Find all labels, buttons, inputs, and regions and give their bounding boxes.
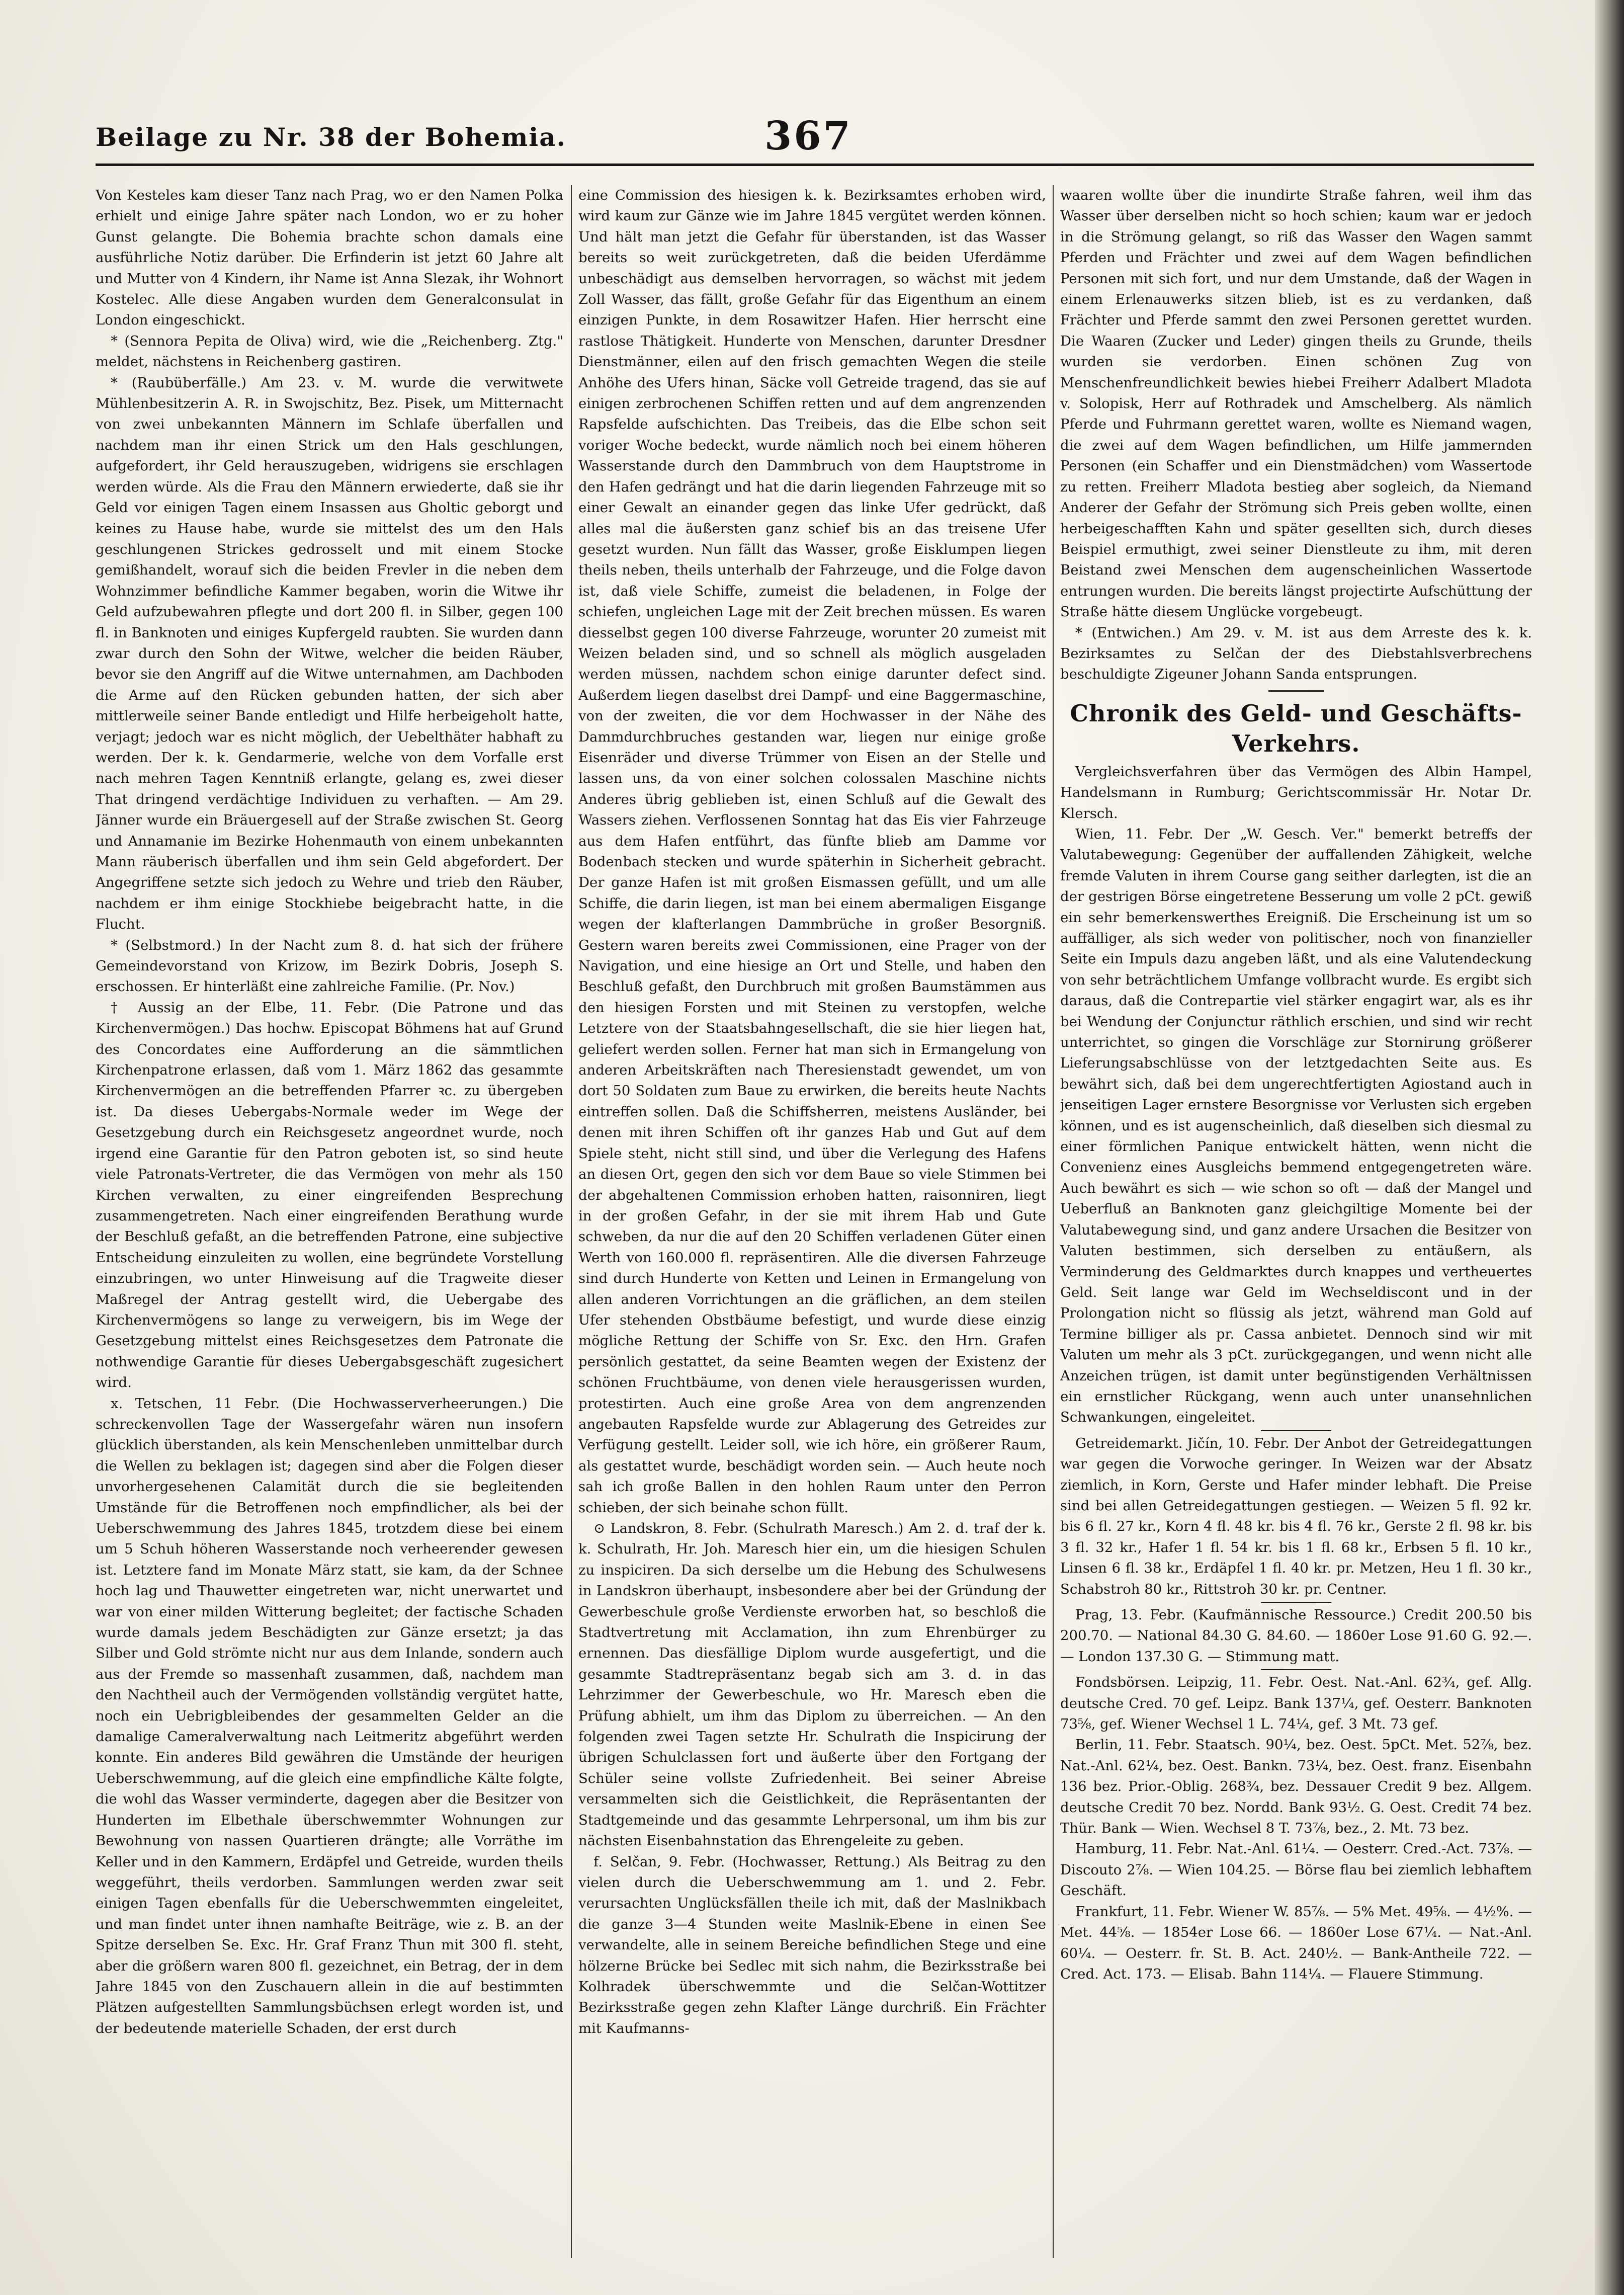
article-paragraph: eine Commission des hiesigen k. k. Bezirksamtes erhoben wird, wird kaum zur Gänze wie im Jahre 1845 vergütet werden können. Und hält man jetzt die Gefahr für überstanden, ist das Wasser bereits so weit zurückgetreten, daß die beiden Uferdämme unbeschädigt aus demselben hervorragen, so wächst mit jedem Zoll Wasser, das fällt, große Gefahr für das Eigenthum an einem einzigen Punkte, in dem Rosawitzer Hafen. Hier herrscht eine rastlose Thätigkeit. Hunderte von Menschen, darunter Dresdner Dienstmänner, eilen auf den frisch gemachten Wegen die steile Anhöhe des Ufers hinan, Säcke voll Getreide tragend, das sie auf einigen zerbrochenen Schiffen retten und auf dem angrenzenden Rapsfelde aufschichten. Das Treibeis, das die Elbe schon seit voriger Woche bedeckt, wurde nämlich noch bei einem höheren Wasserstande durch den Dammbruch von dem Hauptstrome in den Hafen gedrängt und hat die darin liegenden Fahrzeuge mit so einer Gewalt an einander gegen das linke Ufer gedrückt, daß alles mal die äußersten ganz schief bis an das treisene Ufer gesetzt wurden. Nun fällt das Wasser, große Eisklumpen liegen theils neben, theils unterhalb der Fahrzeuge, und die Folge davon ist, daß viele Schiffe, zumeist die beladenen, in Folge der schiefen, ungleichen Lage mit der Zeit brechen müssen. Es waren diesselbst gegen 100 diverse Fahrzeuge, worunter 20 zumeist mit Weizen beladen sind, und so schnell als möglich ausgeladen werden müssen, nachdem schon einige darunter defect sind. Außerdem liegen daselbst drei Dampf- und eine Baggermaschine, von der zweiten, die vor dem Hochwasser in der Nähe des Dammdurchbruches gestanden war, liegen nur einige große Eisenräder und diverse Trümmer von Eisen an der Stelle und lassen uns, da von einer solchen colossalen Maschine nichts Anderes übrig geblieben ist, einen Schluß auf die Gewalt des Wassers ziehen. Verflossenen Sonntag hat das Eis vier Fahrzeuge aus dem Hafen entführt, das fünfte blieb am Damme vor Bodenbach stecken und wurde späterhin in Sicherheit gebracht. Der ganze Hafen ist mit großen Eismassen gefüllt, und um alle Schiffe, die darin liegen, ist man bei einem abermaligen Eisgange wegen der klafterlangen Dammbrüche in großer Besorgniß. Gestern waren bereits zwei Commissionen, eine Prager von der Navigation, und eine hiesige an Ort und Stelle, und haben den Beschluß gefaßt, den Durchbruch mit großen Baumstämmen aus den hiesigen Forsten und mit Steinen zu verstopfen, welche Letztere von der Staatsbahngesellschaft, die sie hier liegen hat, geliefert werden sollen. Ferner hat man sich in Ermangelung von anderen Arbeitskräften nach Theresienstadt gewendet, um von dort 50 Soldaten zum Baue zu erwirken, die bereits heute Nachts eintreffen sollen. Daß die Schiffsherren, meistens Ausländer, bei denen mit ihren Schiffen oft ihr ganzes Hab und Gut auf dem Spiele steht, nicht still sind, und über die Verlegung des Hafens an diesen Ort, gegen den sich vor dem Baue so viele Stimmen bei der abgehaltenen Commission erhoben hatten, raisonniren, liegt in der großen Gefahr, in der sie mit ihrem Hab und Gute schweben, da nur die auf den 20 Schiffen verladenen Güter einen Werth von 160.000 fl. repräsentiren. Alle die diversen Fahrzeuge sind durch Hunderte von Ketten und Leinen in Ermangelung von allen anderen Vorrichtungen an die gräflichen, an dem steilen Ufer stehenden Obstbäume befestigt, und wurde diese einzig mögliche Rettung der Schiffe von Sr. Exc. den Hrn. Grafen persönlich gestattet, da seine Beamten wegen der Existenz der schönen Fruchtbäume, von denen viele herausgerissen wurden, protestirten. Auch eine große Area von dem angrenzenden angebauten Rapsfelde wurde zur Ablagerung des Getreides zur Verfügung gestellt. Leider soll, wie ich höre, ein größerer Raum, als gestattet wurde, beschädigt worden sein. — Auch heute noch sah ich große Ballen in den hohlen Raum unter den Perron schieben, der sich beinahe schon füllt. (578, 187, 1046, 1516)
article-paragraph: x. Tetschen, 11 Febr. (Die Hochwasserverheerungen.) Die schreckenvollen Tage der Wassergefahr wären nun insofern glücklich überstanden, als kein Menschenleben unmittelbar durch die Wellen zu beklagen ist; dagegen sind aber die Folgen dieser unvorhergesehenen Calamität durch die sie begleitenden Umstände für die Betroffenen noch empfindlicher, als bei der Ueberschwemmung des Jahres 1845, trotzdem diese bei einem um 5 Schuh höheren Wasserstande noch verheerender gewesen ist. Letztere fand im Monate März statt, sie kam, da der Schnee hoch lag und Thauwetter eingetreten war, nicht unerwartet und war von einer milden Witterung begleitet; der factische Schaden wurde damals jedem Beschädigten zur Gänze ersetzt; ja das Silber und Gold strömte nicht nur aus dem Inlande, sondern auch aus der Fremde so massenhaft zusammen, daß, nachdem man den Nachtheil auch der Vermögenden vollständig vergütet hatte, noch ein Uebrigbleibendes der gesammelten Gelder an die damalige Cameralverwaltung nach Leitmeritz abgeführt werden konnte. Ein anderes Bild gewähren die Umstände der heurigen Ueberschwemmung, auf die gleich eine empfindliche Kälte folgte, die wohl das Wasser verminderte, dagegen aber die Besitzer von Hunderten im Elbethale überschwemmter Wohnungen zur Bewohnung von nassen Quartieren drängte; alle Vorräthe im Keller und in den Kammern, Erdäpfel und Getreide, wurden theils weggeführt, theils verdorben. Sammlungen werden zwar seit einigen Tagen ebenfalls für die Ueberschwemmten eingeleitet, und man findet unter ihnen namhafte Beiträge, wie z. B. an der Spitze derselben Se. Exc. Hr. Graf Franz Thun mit 300 fl. steht, aber die größern waren 800 fl. gezeichnet, ein Betrag, der in dem Jahre 1845 von den Zuschauern allein in die auf bestimmten Plätzen aufgestellten Sammlungsbüchsen erlegt worden ist, und der bedeutende materielle Schaden, der erst durch (96, 1395, 563, 2036)
section-separator (1268, 690, 1324, 693)
article-paragraph: Von Kesteles kam dieser Tanz nach Prag, wo er den Namen Polka erhielt und einige Jahre später nach London, wo er zu hoher Gunst gelangte. Die Bohemia brachte schon damals eine ausführliche Notiz darüber. Die Erfinderin ist jetzt 60 Jahre alt und Mutter von 4 Kindern, ihr Name ist Anna Slezak, ihr Wohnort Kostelec. Alle diese Angaben wurden dem Generalconsulat in London eingeschickt. (96, 187, 563, 329)
article-paragraph: * (Entwichen.) Am 29. v. M. ist aus dem Arreste des k. k. Bezirksamtes zu Selčan der des Diebstahlsverbrechens beschuldigte Zigeuner Johann Sanda entsprungen. (1060, 624, 1532, 683)
binding-edge (1595, 0, 1624, 2295)
short-rule (1261, 1669, 1331, 1670)
short-rule (1261, 1602, 1331, 1603)
page-number: 367 (764, 113, 852, 159)
article-paragraph: * (Raubüberfälle.) Am 23. v. M. wurde die verwitwete Mühlenbesitzerin A. R. in Swojschitz, Bez. Pisek, um Mitternacht von zwei unbekannten Männern im Schlafe überfallen und nachdem man ihr einen Strick um den Hals geschlungen, aufgefordert, ihr Geld herauszugeben, widrigens sie erschlagen werden würde. Als die Frau den Männern erwiederte, daß sie ihr Geld vor einigen Tagen einem Insassen aus Gholtic geborgt und keines zu Hause habe, wurde sie mittelst des um den Hals geschlungenen Strickes gedrosselt und mit einem Stocke gemißhandelt, worauf sich die beiden Frevler in die neben dem Wohnzimmer befindliche Kammer begaben, worin die Witwe ihr Geld aufzubewahren pflegte und dort 200 fl. in Silber, gegen 100 fl. in Banknoten und einiges Kupfergeld raubten. Sie wurden dann zwar durch den Sohn der Witwe, welcher die beiden Räuber, bevor sie den Angriff auf die Witwe unternahmen, am Dachboden die Arme auf den Rücken gebunden hatten, der sich aber mittlerweile seiner Bande entledigt und Hilfe herbeigeholt hatte, verjagt; jedoch war es nicht möglich, der Uebelthäter habhaft zu werden. Der k. k. Gendarmerie, welche von dem Vorfalle erst nach mehren Tagen Kenntniß erlangte, gelang es, zwei dieser That dringend verdächtige Individuen zu verhaften. — Am 29. Jänner wurde ein Bräuergesell auf der Straße zwischen St. Georg und Annamanie im Bezirke Hohenmauth von einem unbekannten Mann räuberisch überfallen und ihm sein Geld abgefordert. Der Angegriffene setzte sich jedoch zu Wehre und trieb den Räuber, nachdem er ihm einige Stockhiebe beigebracht hatte, in die Flucht. (96, 374, 563, 933)
market-paragraph: Hamburg, 11. Febr. Nat.-Anl. 61¼. — Oesterr. Cred.-Act. 73⅞. — Discouto 2⅞. — Wien 104.25. — Börse flau bei ziemlich lebhaftem Geschäft. (1060, 1841, 1532, 1899)
page-header (96, 113, 1534, 174)
article-paragraph: waaren wollte über die inundirte Straße fahren, weil ihm das Wasser über derselben nicht so hoch schien; kaum war er jedoch in die Strömung gelangt, so riß das Wasser den Wagen sammt Pferden und Frächter und zwei auf dem Wagen befindlichen Personen mit sich fort, und nur dem Umstande, daß der Wagen in einem Erlenauwerks sitzen blieb, ist es zu verdanken, daß Frächter und Pferde sammt den zwei Personen gerettet wurden. Die Waaren (Zucker und Leder) gingen theils zu Grunde, theils wurden sie verdorben. Einen schönen Zug von Menschenfreundlichkeit bewies hiebei Freiherr Adalbert Mladota v. Solopisk, Herr auf Rothradek und Amschelberg. Als nämlich Pferde und Fuhrmann gerettet waren, wollte es Niemand wagen, die zwei auf dem Wagen befindlichen, um Hilfe jammernden Personen (ein Schaffer und ein Dienstmädchen) vom Wassertode zu retten. Freiherr Mladota bestieg aber sogleich, da Niemand Anderer der Gefahr der Strömung sich Preis geben wollte, einen herbeigeschafften Kahn und später gesellten sich, durch dieses Beispiel ermuthigt, zwei seiner Dienstleute zu ihm, mit deren Beistand zwei Menschen dem augenscheinlichen Wassertode entrungen wurden. Die bereits längst projectirte Aufschüttung der Straße hätte diesem Unglücke vorgebeugt. (1060, 187, 1532, 620)
column-rule-1 (571, 185, 572, 2258)
article-paragraph: ⊙ Landskron, 8. Febr. (Schulrath Maresch.) Am 2. d. traf der k. k. Schulrath, Hr. Joh. Maresch hier ein, um die hiesigen Schulen zu inspiciren. Da sich derselbe um die Hebung des Schulwesens in Landskron überhaupt, insbesondere aber bei der Gründung der Gewerbeschule große Verdienste erworben hat, so beschloß die Stadtvertretung mit Acclamation, ihn zum Ehrenbürger zu ernennen. Das diesfällige Diplom wurde ausgefertigt, und die gesammte Stadtrepräsentanz begab sich am 3. d. in das Lehrzimmer der Gewerbeschule, wo Hr. Maresch eben die Prüfung abhielt, um ihm das Diplom zu überreichen. — An den folgenden zwei Tagen setzte Hr. Schulrath die Inspicirung der übrigen Schulclassen fort und äußerte über den Fortgang der Schüler seine vollste Zufriedenheit. Bei seiner Abreise versammelten sich die Geistlichkeit, die Repräsentanten der Stadtgemeinde und das gesammte Lehrpersonal, um ihm bis zur nächsten Eisenbahnstation das Ehrengeleite zu geben. (578, 1520, 1046, 1849)
header-rule (96, 163, 1534, 166)
column-left (96, 185, 563, 2263)
column-middle (578, 185, 1046, 2263)
article-paragraph: * (Selbstmord.) In der Nacht zum 8. d. hat sich der frühere Gemeindevorstand von Krizow, im Bezirk Dobris, Joseph S. erschossen. Er hinterläßt eine zahlreiche Familie. (Pr. Nov.) (96, 937, 563, 995)
article-paragraph: * (Sennora Pepita de Oliva) wird, wie die „Reichenberg. Ztg." meldet, nächstens in Reichenberg gastiren. (96, 333, 563, 370)
market-paragraph: Frankfurt, 11. Febr. Wiener W. 85⅞. — 5% Met. 49⅝. — 4½%. — Met. 44⅝. — 1854er Lose 66. — 1860er Lose 67¼. — Nat.-Anl. 60¼. — Oesterr. fr. St. B. Act. 240½. — Bank-Antheile 722. — Cred. Act. 173. — Elisab. Bahn 114¼. — Flauere Stimmung. (1060, 1903, 1532, 1982)
article-paragraph: f. Selčan, 9. Febr. (Hochwasser, Rettung.) Als Beitrag zu den vielen durch die Ueberschwemmung am 1. und 2. Febr. verursachten Unglücksfällen theile ich mit, daß der Maslnikbach die ganze 3—4 Stunden weite Maslnik-Ebene in einen See verwandelte, alle in seinem Bereiche befindlichen Stege und eine hölzerne Brücke bei Sedlec mit sich nahm, die Bezirksstraße bei Kolhradek überschwemmte und die Selčan-Wottitzer Bezirksstraße gegen zehn Klafter Länge durchriß. Ein Frächter mit Kaufmanns- (578, 1853, 1046, 2036)
column-right (1060, 185, 1532, 2263)
column-rule-2 (1053, 185, 1054, 2258)
market-paragraph: Getreidemarkt. Jičín, 10. Febr. Der Anbot der Getreidegattungen war gegen die Vorwoche geringer. In Weizen war der Absatz ziemlich, in Korn, Gerste und Hafer minder lebhaft. Die Preise sind bei allen Getreidegattungen gestiegen. — Weizen 5 fl. 92 kr. bis 6 fl. 27 kr., Korn 4 fl. 48 kr. bis 4 fl. 76 kr., Gerste 2 fl. 98 kr. bis 3 fl. 32 kr., Hafer 1 fl. 54 kr. bis 1 fl. 68 kr., Erbsen 5 fl. 10 kr., Linsen 6 fl. 38 kr., Erdäpfel 1 fl. 40 kr. pr. Metzen, Heu 1 fl. 30 kr., Schabstroh 80 kr., Rittstroh 30 kr. pr. Centner. (1060, 1435, 1532, 1597)
market-paragraph: Prag, 13. Febr. (Kaufmännische Ressource.) Credit 200.50 bis 200.70. — National 84.30 G. 84.60. — 1860er Lose 91.60 G. 92.—. — London 137.30 G. — Stimmung matt. (1060, 1607, 1532, 1665)
market-paragraph: Vergleichsverfahren über das Vermögen des Albin Hampel, Handelsmann in Rumburg; Gerichtscommissär Hr. Notar Dr. Klersch. (1060, 763, 1532, 822)
running-title: Beilage zu Nr. 38 der Bohemia. (96, 122, 567, 152)
market-paragraph: Fondsbörsen. Leipzig, 11. Febr. Oest. Nat.-Anl. 62¾, gef. Allg. deutsche Cred. 70 gef. Leipz. Bank 137¼, gef. Oesterr. Banknoten 73⅝, gef. Wiener Wechsel 1 L. 74¼, gef. 3 Mt. 73 gef. (1060, 1674, 1532, 1733)
market-paragraph: Berlin, 11. Febr. Staatsch. 90¼, bez. Oest. 5pCt. Met. 52⅞, bez. Nat.-Anl. 62¼, bez. Oest. Bankn. 73¼, bez. Oest. franz. Eisenbahn 136 bez. Prior.-Oblig. 268¾, bez. Dessauer Credit 9 bez. Allgem. deutsche Credit 70 bez. Nordd. Bank 93½. G. Oest. Credit 74 bez. Thür. Bank — Wien. Wechsel 8 T. 73⅞, bez., 2. Mt. 73 bez. (1060, 1737, 1532, 1837)
short-rule (1261, 1430, 1331, 1431)
article-paragraph: † Aussig an der Elbe, 11. Febr. (Die Patrone und das Kirchenvermögen.) Das hochw. Episcopat Böhmens hat auf Grund des Concordates eine Aufforderung an die sämmtlichen Kirchenpatrone erlassen, daß vom 1. März 1862 das gesammte Kirchenvermögen an die betreffenden Pfarrer ꝛc. zu übergeben ist. Da dieses Uebergabs-Normale weder im Wege der Gesetzgebung durch ein Reichsgesetz angeordnet wurde, noch irgend eine Garantie für den Patron geboten ist, so sind heute viele Patronats-Vertreter, die das Vermögen von mehr als 150 Kirchen verwalten, zu einer eingreifenden Besprechung zusammengetreten. Nach einer eingreifenden Berathung wurde der Beschluß gefaßt, an die betreffenden Patrone, eine subjective Entscheidung einzuleiten zu wollen, eine begründete Vorstellung einzubringen, wo unter Hinweisung auf die Tragweite dieser Maßregel der Antrag gestellt wird, die Uebergabe des Kirchenvermögens so lange zu verweigern, bis im Wege der Gesetzgebung mittelst eines Reichsgesetzes dem Patronate die nothwendige Garantie für dieses Uebergabsgeschäft zugesichert wird. (96, 999, 563, 1391)
section-heading: Chronik des Geld- und Geschäfts-Verkehrs. (1070, 699, 1522, 757)
market-paragraph: Wien, 11. Febr. Der „W. Gesch. Ver." bemerkt betreffs der Valutabewegung: Gegenüber der auffallenden Zähigkeit, welche fremde Valuten in ihrem Course gang seither darlegten, ist die an der gestrigen Börse eingetretene Besserung um volle 2 pCt. gewiß ein sehr bemerkenswerthes Ereigniß. Die Erscheinung ist um so auffälliger, als sich weder von politischer, noch von finanzieller Seite ein Impuls dazu angeben läßt, und als eine Valutendeckung von sehr beträchtlichem Umfange vollbracht wurde. Es ergibt sich daraus, daß die Contrepartie viel stärker engagirt war, als es ihr bei Wendung der Conjunctur räthlich erschien, und sind wir recht unterrichtet, so gingen die Vorschläge zur Stornirung größerer Lieferungsabschlüsse von der letztgedachten Seite aus. Es bewährt sich, daß bei dem ungerechtfertigten Agiostand auch in jenseitigen Lager ernstere Besorgnisse vor Verlusten sich ergeben können, und es ist augenscheinlich, daß dieselben sich diesmal zu einer förmlichen Panique entwickelt hätten, wenn nicht die Convenienz eines Ausgleichs bemmend entgegengetreten wäre. Auch bewährt es sich — wie schon so oft — daß der Mangel und Ueberfluß an Banknoten ganz gleichgiltige Momente bei der Valutabewegung sind, und ganz andere Ursachen die Besitzer von Valuten bestimmen, sich derselben zu entäußern, als Verminderung des Geldmarktes durch knappes und vertheuertes Geld. Seit lange war Geld im Wechseldiscont und in der Prolongation nicht so flüssig als jetzt, während man Gold auf Termine billiger als pr. Cassa anbietet. Dennoch sind wir mit Valuten um mehr als 3 pCt. zurückgegangen, und wenn nicht alle Anzeichen trügen, ist damit unter begünstigenden Verhältnissen ein ernstlicher Rückgang, wenn auch unter unansehnlichen Schwankungen, eingeleitet. (1060, 826, 1532, 1426)
